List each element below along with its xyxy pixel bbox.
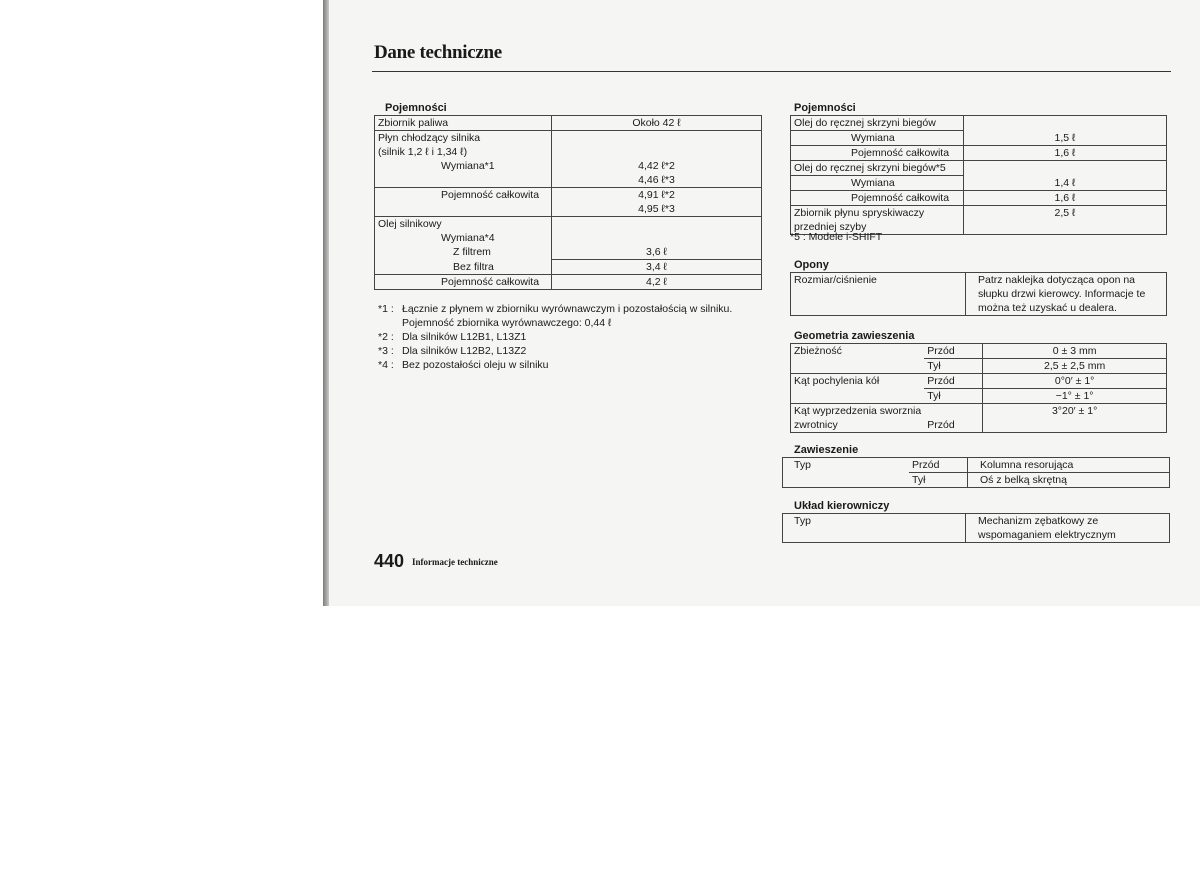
table-row: Wymiana*1 4,42 ℓ*2 xyxy=(375,159,762,173)
table-row: Zbiornik paliwa Około 42 ℓ xyxy=(375,116,762,131)
steering-title: Układ kierowniczy xyxy=(794,500,890,512)
footnote: Pojemność zbiornika wyrównawczego: 0,44 ℓ xyxy=(402,317,612,329)
footnote: *1 : Łącznie z płynem w zbiorniku wyrównawczym i pozostałością w silniku. xyxy=(378,303,733,315)
geometry-title: Geometria zawieszenia xyxy=(794,330,915,342)
capacities-table-right xyxy=(790,115,1167,235)
right-footnote: *5 : Modele i-SHIFT xyxy=(790,231,883,243)
table-row: (silnik 1,2 ℓ i 1,34 ℓ) xyxy=(375,145,762,159)
footnote: *3 : Dla silników L12B2, L13Z2 xyxy=(378,345,527,357)
table-row: zwrotnicy Przód xyxy=(791,418,1167,433)
table-row: Płyn chłodzący silnika xyxy=(375,131,762,146)
table-row: Z filtrem 3,6 ℓ xyxy=(375,245,762,260)
footnote: *4 : Bez pozostałości oleju w silniku xyxy=(378,359,549,371)
geometry-table xyxy=(790,343,1167,433)
table-row: Tył −1° ± 1° xyxy=(791,389,1167,404)
page-number: 440 xyxy=(374,551,405,571)
tires-title: Opony xyxy=(794,259,829,271)
capacities-table-left xyxy=(374,115,762,290)
table-row: wspomaganiem elektrycznym xyxy=(783,528,1170,543)
tires-table xyxy=(790,272,1167,316)
suspension-title: Zawieszenie xyxy=(794,444,859,456)
table-row: Kąt wyprzedzenia sworznia 3°20′ ± 1° xyxy=(791,404,1167,419)
table-row: Pojemność całkowita 4,91 ℓ*2 xyxy=(375,188,762,203)
table-row: Pojemność całkowita 1,6 ℓ xyxy=(791,191,1167,206)
table-row: Zbiornik płynu spryskiwaczy 2,5 ℓ xyxy=(791,206,1167,221)
table-row: Olej silnikowy xyxy=(375,217,762,232)
table-row: Tył Oś z belką skrętną xyxy=(783,473,1170,488)
table-row: Tył 2,5 ± 2,5 mm xyxy=(791,359,1167,374)
table-row: Bez filtra 3,4 ℓ xyxy=(375,260,762,275)
title-rule xyxy=(372,71,1171,72)
table-row: Olej do ręcznej skrzyni biegów*5 xyxy=(791,161,1167,176)
table-row: Typ Przód Kolumna resorująca xyxy=(783,458,1170,473)
right-capacities-title: Pojemności xyxy=(794,102,856,114)
left-footnotes xyxy=(378,302,732,372)
table-row: 4,95 ℓ*3 xyxy=(375,202,762,217)
page-binding-shadow xyxy=(323,0,329,606)
table-row: przedniej szyby xyxy=(791,220,1167,235)
table-row: Zbieżność Przód 0 ± 3 mm xyxy=(791,344,1167,359)
table-row: Kąt pochylenia kół Przód 0°0′ ± 1° xyxy=(791,374,1167,389)
table-row: Rozmiar/ciśnienie Patrz naklejka dotycząca opon na słupku drzwi kierowcy. Informacje te można też uzyskać u dealera. xyxy=(791,273,1167,316)
table-row: Wymiana 1,4 ℓ xyxy=(791,176,1167,191)
table-row: Typ Mechanizm zębatkowy ze xyxy=(783,514,1170,529)
table-row: Pojemność całkowita 1,6 ℓ xyxy=(791,146,1167,161)
page-title: Dane techniczne xyxy=(374,42,502,63)
table-row: Olej do ręcznej skrzyni biegów xyxy=(791,116,1167,131)
footnote: *2 : Dla silników L12B1, L13Z1 xyxy=(378,331,527,343)
table-row: 4,46 ℓ*3 xyxy=(375,173,762,188)
table-row: Wymiana*4 xyxy=(375,231,762,245)
left-section-title: Pojemności xyxy=(385,102,447,114)
suspension-table xyxy=(782,457,1170,488)
table-row: Wymiana 1,5 ℓ xyxy=(791,131,1167,146)
table-row: Pojemność całkowita 4,2 ℓ xyxy=(375,275,762,290)
steering-table xyxy=(782,513,1170,543)
page-section-label: Informacje techniczne xyxy=(412,557,498,567)
